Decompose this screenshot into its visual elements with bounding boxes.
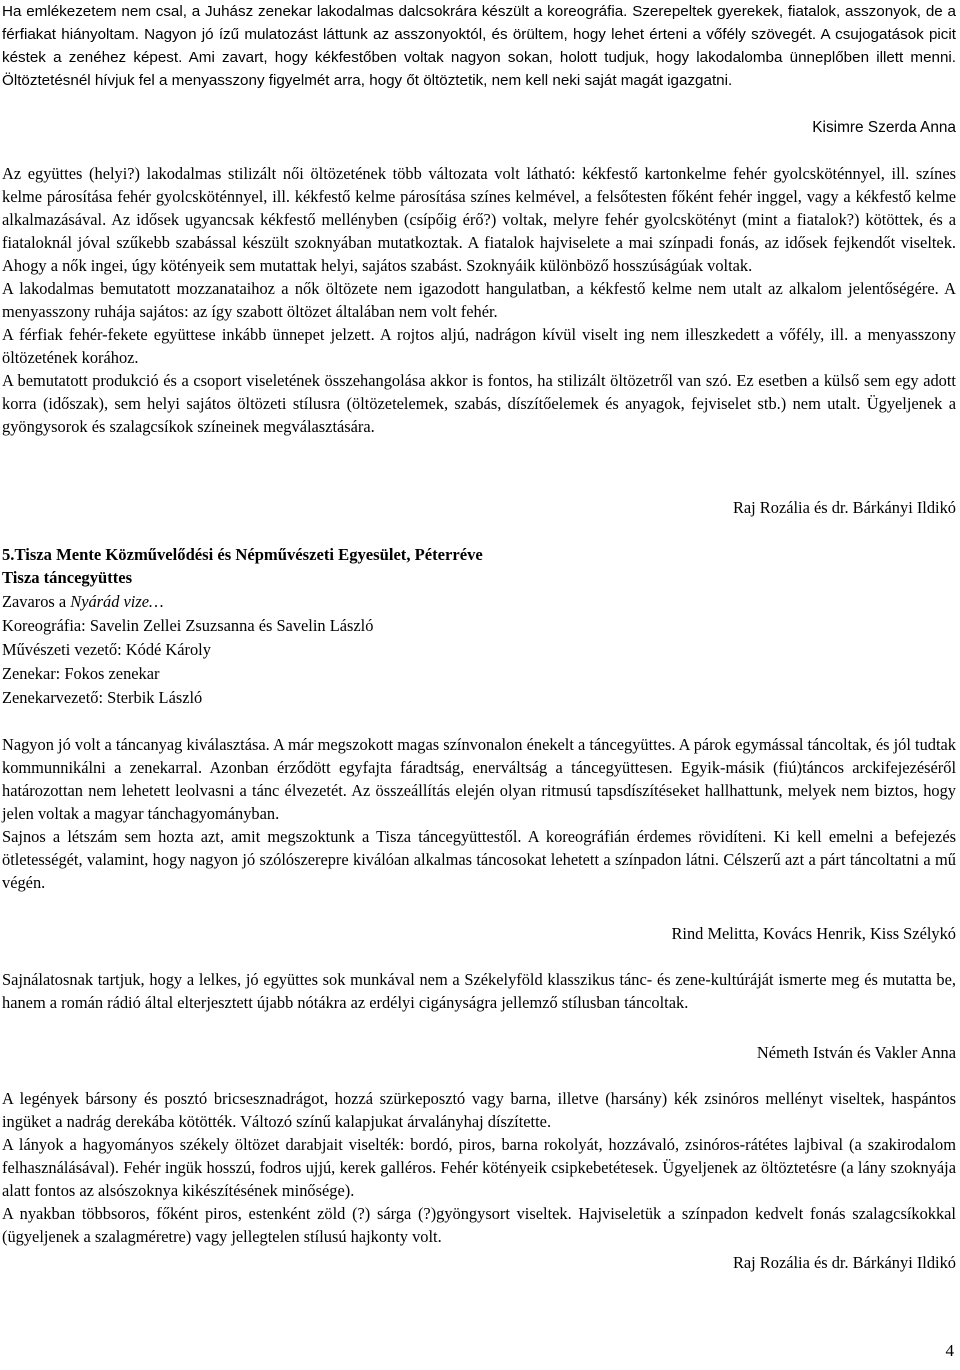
band-credit: Zenekar: Fokos zenekar bbox=[2, 664, 160, 683]
section-5-heading bbox=[2, 543, 956, 589]
costume-review-1-paragraph-2: A lakodalmas bemutatott mozzanataihoz a nők öltözete nem igazodott hangulatban, a kékfestő kelme nem utalt az alkalom jelentőségére. A menyasszony ruhája sajátos: az így szabott öltözet általában nem volt fehér. bbox=[2, 279, 956, 321]
page-number: 4 bbox=[945, 1341, 954, 1360]
section-5-info bbox=[2, 590, 373, 710]
signature-nemeth-vakler: Németh István és Vakler Anna bbox=[756, 1043, 956, 1062]
choreography-credit: Koreográfia: Savelin Zellei Zsuzsanna és Savelin László bbox=[2, 616, 374, 635]
intro-paragraph: Ha emlékezetem nem csal, a Juhász zenekar lakodalmas dalcsokrára készült a koreográfia. Szerepeltek gyerekek, fiatalok, asszonyok, de a férfiakat hiányoltam. Nagyon jó ízű mulatozást láttunk az asszonyoktól, és örültem, hogy lehet érteni a vőfély szövegét. A csujogatások picit késtek a zenéhez képest. Ami zavart, hogy kékfestőben voltak nagyon sokan, holott tudjuk, hogy lakodalomba ünneplőben illett menni. Öltöztetésnél hívjuk fel a menyasszony figyelmét arra, hogy őt öltöztetik, nem kell neki saját magát igazgatni. bbox=[2, 3, 956, 89]
section-5-heading-line-2: Tisza táncegyüttes bbox=[2, 568, 133, 587]
signature-kisimre: Kisimre Szerda Anna bbox=[812, 119, 956, 136]
costume-review-1-paragraph-1: Az együttes (helyi?) lakodalmas stilizált női öltözetének több változata volt látható: kékfestő kartonkelme fehér gyolcsköténnyel, ill. színes kelme párosítása fehér gyolcsköténnyel, ill. kékfestő kelme párosítása színes kelmével, a felsőtesten főként fehér inggel, vagy a kékfestő kelme alkalmazásával. Az idősek ugyancsak kékfestő mellényben (csípőig érő?) voltak, melyre fehér gyolcskötényt (mint a fiatalok?) kötöttek, és a fiataloknál jóval szűkebb szabással készült szoknyában mutatkoztak. A fiatalok hajviselete a mai színpadi fonás, az idősek fejkendőt viseltek. Ahogy a nők ingei, úgy kötényeik sem mutattak helyi, sajátos szabást. Szoknyáik különböző hosszúságúak voltak. bbox=[2, 164, 956, 275]
costume-review-2-paragraph-2: A lányok a hagyományos székely öltözet darabjait viselték: bordó, piros, barna rokolyát, hozzávaló, zsinóros-rátétes lajbival (a szakirodalom felhasználásával). Fehér ingük hosszú, fodros ujjú, kerek galléros. Fehér kötényeik csipkebetétesek. Ügyeljenek az öltöztetésre (a lány szoknyája alatt fontos az alsószoknya kikészítésének minősége). bbox=[2, 1135, 956, 1200]
costume-review-2 bbox=[2, 1087, 956, 1248]
review-2-paragraph-1: Nagyon jó volt a táncanyag kiválasztása. A már megszokott magas színvonalon énekelt a táncegyüttes. A párok egymással táncoltak, és jól tudtak kommunnikálni a zenekarral. Azonban érződött egyfajta fáradtság, enerváltság a táncegyüttesen. Egyik-másik (fiú)táncos arckifejezéséről határozottan nem lehetett leolvasni a tánc élvezetét. Az összeállítás elején olyan ritmusú tapsdíszítéseket hallhattunk, melyek nem biztos, hogy jelen voltak a magyar tánchagyományban. bbox=[2, 735, 956, 823]
artistic-director-credit: Művészeti vezető: Kódé Károly bbox=[2, 640, 211, 659]
production-title-prefix: Zavaros a bbox=[2, 592, 71, 611]
review-3 bbox=[2, 968, 956, 1014]
costume-review-2-paragraph-3: A nyakban többsoros, főként piros, estenként zöld (?) sárga (?)gyöngysort viseltek. Hajviseletük a színpadon kedvelt fonás szalagcsíkokkal (ügyeljenek a szalagméretre) vagy jellegtelen stílusú hajkonty volt. bbox=[2, 1204, 956, 1246]
section-5-heading-line-1: 5.Tisza Mente Közművelődési és Népművészeti Egyesület, Péterréve bbox=[2, 545, 483, 564]
costume-review-1-paragraph-4: A bemutatott produkció és a csoport viseletének összehangolása akkor is fontos, ha stilizált öltözetről van szó. Ez esetben a külső sem egy adott korra (időszak), sem helyi sajátos öltözeti stílusra (öltözetelemek, szabás, díszítőelemek és anyagok, fejviselet stb.) nem utalt. Ügyeljenek a gyöngysorok és szalagcsíkok színeinek megválasztására. bbox=[2, 371, 956, 436]
signature-rind-kovacs-kiss: Rind Melitta, Kovács Henrik, Kiss Szélykó bbox=[671, 924, 956, 943]
costume-review-1 bbox=[2, 162, 956, 438]
production-title bbox=[2, 590, 373, 614]
review-2-paragraph-2: Sajnos a létszám sem hozta azt, amit megszoktunk a Tisza táncegyüttestől. A koreográfián érdemes rövidíteni. Ki kell emelni a befejezés ötletességét, valamint, hogy nagyon jó szólószerepre kiválóan alkalmas táncosokat lehetett a színpadon látni. Célszerű azt a párt táncoltatni a mű végén. bbox=[2, 827, 956, 892]
costume-review-1-paragraph-3: A férfiak fehér-fekete együttese inkább ünnepet jelzett. A rojtos aljú, nadrágon kívül viselt ing nem illeszkedett a vőfély, ill. a menyasszony öltözetének korához. bbox=[2, 325, 956, 367]
review-3-paragraph-1: Sajnálatosnak tartjuk, hogy a lelkes, jó együttes sok munkával nem a Székelyföld klasszikus tánc- és zene-kultúráját ismerte meg és mutatta be, hanem a román rádió által elterjesztett újabb nótákra az erdélyi cigányságra jellemző stílusban táncoltak. bbox=[2, 970, 956, 1012]
bandleader-credit: Zenekarvezető: Sterbik László bbox=[2, 688, 203, 707]
signature-raj-barkanyi-2: Raj Rozália és dr. Bárkányi Ildikó bbox=[732, 1253, 956, 1272]
intro-review bbox=[2, 0, 956, 92]
signature-raj-barkanyi-1: Raj Rozália és dr. Bárkányi Ildikó bbox=[732, 498, 956, 517]
production-title-italic: Nyárád vize… bbox=[70, 592, 164, 611]
costume-review-2-paragraph-1: A legények bársony és posztó bricsesznadrágot, hozzá szürkeposztó vagy barna, illetve (harsány) kék zsinóros mellényt viseltek, haspántos ingüket a nadrág derekába kötötték. Változó színű kalapjukat árvalányhaj díszítette. bbox=[2, 1089, 956, 1131]
review-2 bbox=[2, 733, 956, 894]
